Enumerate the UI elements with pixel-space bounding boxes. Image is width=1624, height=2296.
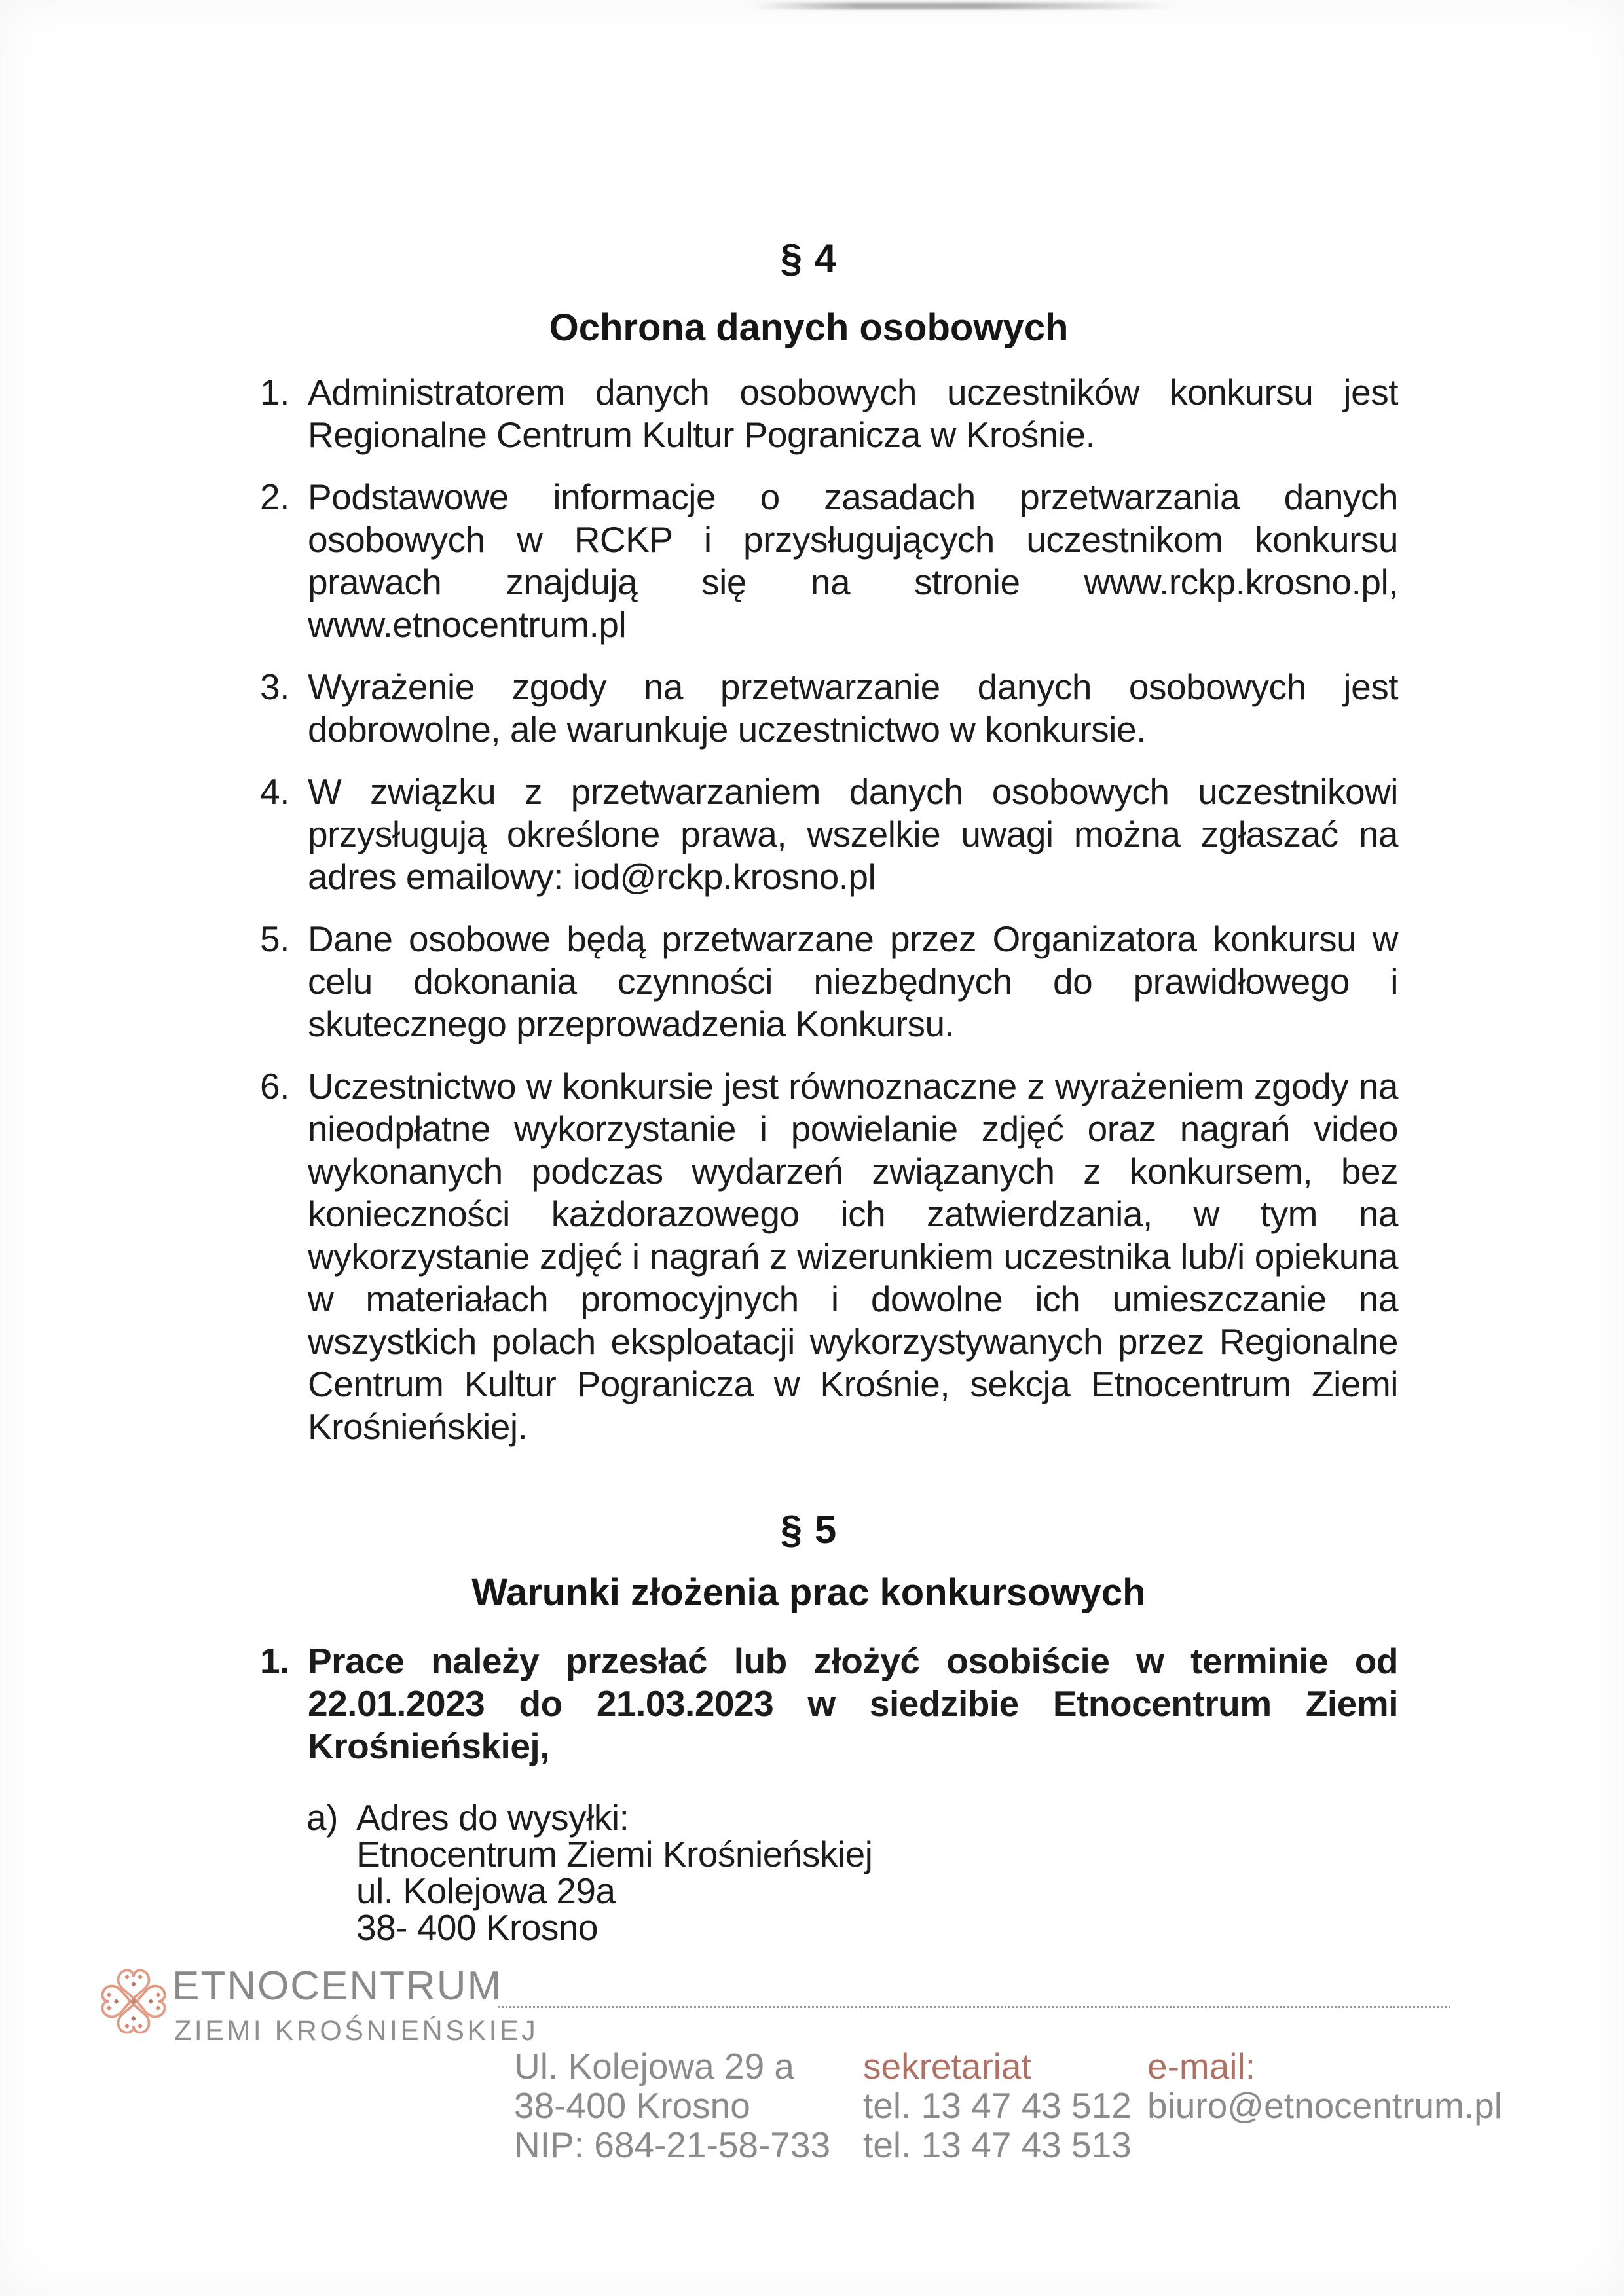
section-5-marker: § 5	[780, 1508, 838, 1552]
section-4-list	[260, 371, 1398, 1448]
section-5	[260, 1510, 1398, 1946]
sub-list-item	[306, 1799, 1398, 1946]
brand-subtitle: ZIEMI KROŚNIEŃSKIEJ	[174, 2015, 539, 2047]
list-item-text: W związku z przetwarzaniem danych osobowych uczestnikowi przysługują określone prawa, wszelkie uwagi można zgłaszać na adres emailowy: iod@rckp.krosno.pl	[308, 771, 1398, 897]
footer-street: Ul. Kolejowa 29 a	[514, 2046, 795, 2086]
list-item-text: Uczestnictwo w konkursie jest równoznaczne z wyrażeniem zgody na nieodpłatne wykorzystanie i powielanie zdjęć oraz nagrań video wykonanych podczas wydarzeń związanych z konkursem, bez konieczności każdorazowego ich zatwierdzania, w tym na wykorzystanie zdjęć i nagrań z wizerunkiem uczestnika lub/i opiekuna w materiałach promocyjnych i dowolne ich umieszczanie na wszystkich polach eksploatacji wykorzystywanych przez Regionalne Centrum Kultur Pogranicza w Krośnie, sekcja Etnocentrum Ziemi Krośnieńskiej.	[308, 1066, 1398, 1447]
section-4-title: Ochrona danych osobowych	[549, 306, 1069, 349]
footer-email-label: e-mail:	[1147, 2046, 1256, 2086]
list-item-number: 1.	[260, 372, 289, 412]
shipping-address-line: Etnocentrum Ziemi Krośnieńskiej	[356, 1834, 873, 1874]
footer-phone: tel. 13 47 43 512	[863, 2085, 1132, 2126]
list-item	[260, 771, 1398, 898]
list-item	[260, 1065, 1398, 1448]
list-item-text: Dane osobowe będą przetwarzane przez Organizatora konkursu w celu dokonania czynności niezbędnych do prawidłowego i skutecznego przeprowadzenia Konkursu.	[308, 919, 1398, 1044]
brand-name: ETNOCENTRUM	[172, 1963, 503, 2009]
list-item	[260, 371, 1398, 456]
footer-email-value: biuro@etnocentrum.pl	[1147, 2085, 1502, 2126]
list-item-number: 6.	[260, 1066, 289, 1106]
footer-city: 38-400 Krosno	[514, 2085, 750, 2126]
list-item-number: 2.	[260, 477, 289, 517]
sub-list-marker: a)	[306, 1797, 338, 1838]
list-item-text: Wyrażenie zgody na przetwarzanie danych osobowych jest dobrowolne, ale warunkuje uczestnictwo w konkursie.	[308, 666, 1398, 750]
list-item-number: 5.	[260, 919, 289, 959]
list-item-number: 3.	[260, 666, 289, 707]
footer-address-column	[514, 2047, 830, 2164]
list-item-text: Prace należy przesłać lub złożyć osobiście w terminie od 22.01.2023 do 21.03.2023 w siedzibie Etnocentrum Ziemi Krośnieńskiej,	[308, 1641, 1398, 1766]
footer-nip: NIP: 684-21-58-733	[514, 2124, 831, 2165]
footer-secretariat-label: sekretariat	[863, 2046, 1031, 2086]
section-5-title: Warunki złożenia prac konkursowych	[471, 1571, 1146, 1614]
scan-artifact	[753, 3, 1172, 9]
list-item	[260, 918, 1398, 1046]
list-item-text: Administratorem danych osobowych uczestników konkursu jest Regionalne Centrum Kultur Pogranicza w Krośnie.	[308, 372, 1398, 455]
shipping-address-line: 38- 400 Krosno	[356, 1907, 599, 1948]
list-item	[260, 1640, 1398, 1768]
list-item	[260, 476, 1398, 646]
list-item-number: 1.	[260, 1641, 289, 1681]
shipping-address-label: Adres do wysyłki:	[356, 1797, 629, 1838]
folk-clover-ornament-icon	[97, 1963, 170, 2040]
section-5-list	[260, 1640, 1398, 1768]
list-item-number: 4.	[260, 771, 289, 812]
shipping-address-line: ul. Kolejowa 29a	[356, 1870, 616, 1911]
section-4	[260, 236, 1398, 1448]
section-4-marker: § 4	[780, 236, 838, 280]
footer-divider	[498, 2006, 1450, 2008]
document-body	[260, 236, 1398, 1948]
shipping-address-block	[356, 1799, 1398, 1946]
footer-phone: tel. 13 47 43 513	[863, 2124, 1132, 2165]
list-item-text: Podstawowe informacje o zasadach przetwarzania danych osobowych w RCKP i przysługujących uczestnikom konkursu prawach znajdują się na stronie www.rckp.krosno.pl, www.etnocentrum.pl	[308, 477, 1398, 645]
list-item	[260, 666, 1398, 751]
footer-secretariat-column	[863, 2047, 1132, 2164]
footer-email-column	[1147, 2047, 1502, 2125]
